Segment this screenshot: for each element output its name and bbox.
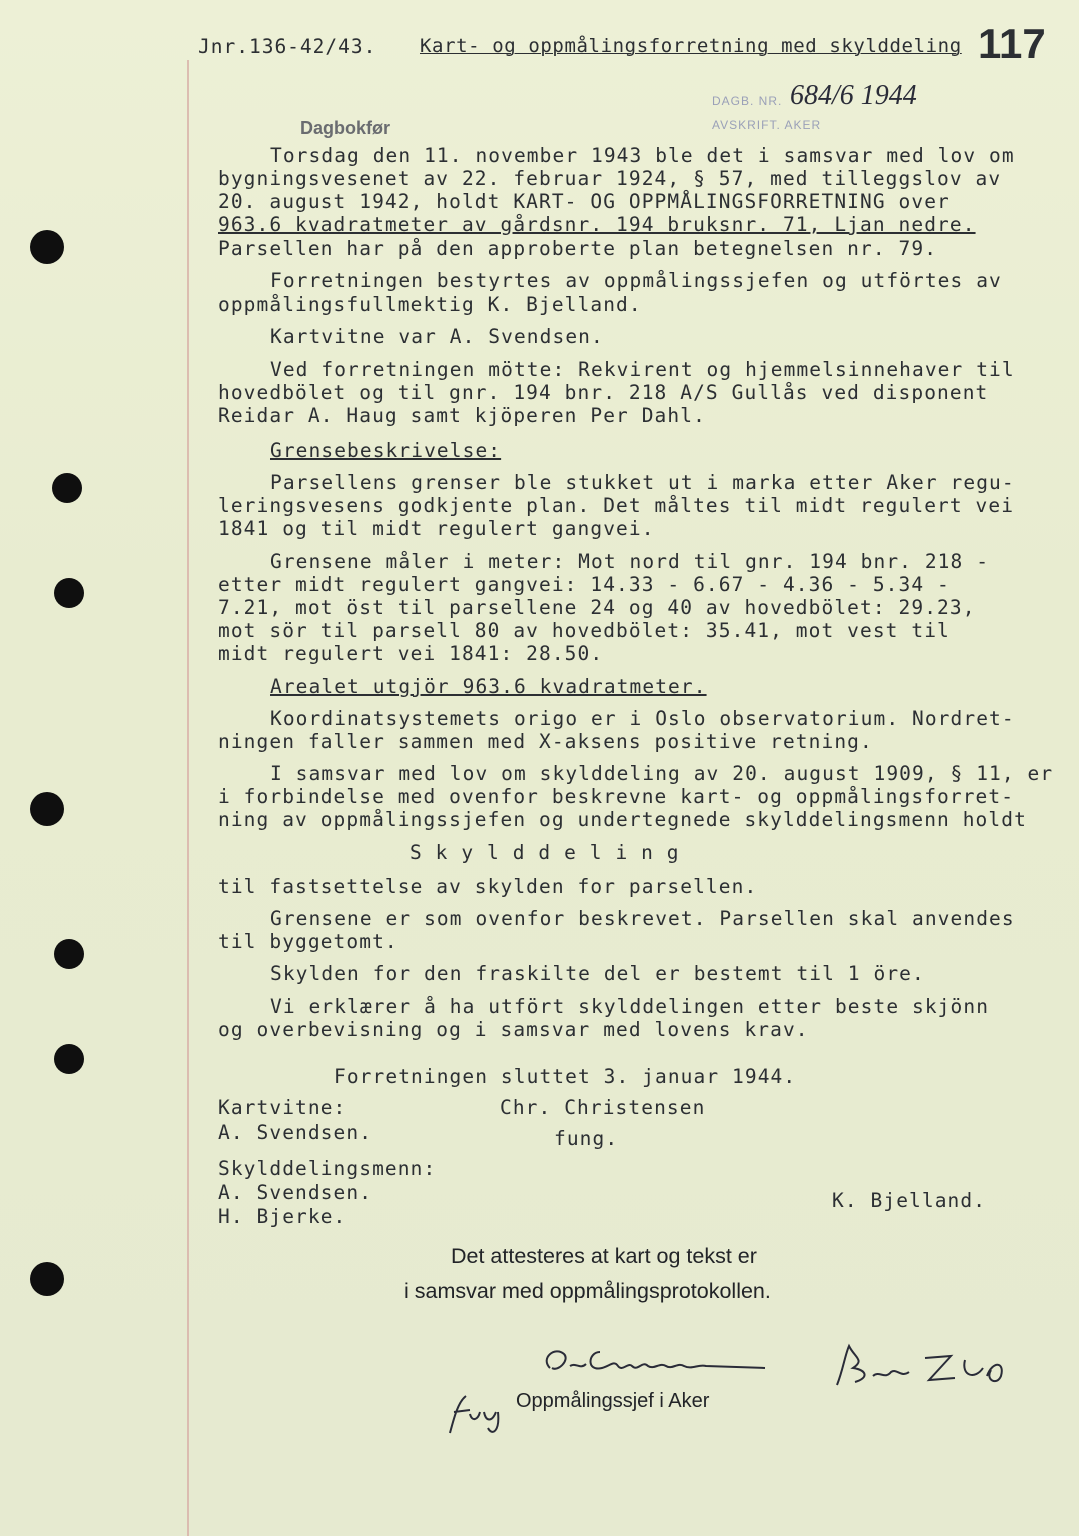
attest-line-1: Det attesteres at kart og tekst er [451, 1244, 757, 1268]
body-line: Reidar A. Haug samt kjöperen Per Dahl. [218, 404, 706, 427]
body-line: bygningsvesenet av 22. februar 1924, § 57, med tilleggslov av [218, 167, 1002, 190]
body-line: Koordinatsystemets origo er i Oslo observatorium. Nordret- [270, 707, 1015, 730]
chief-title: fung. [554, 1127, 619, 1150]
punch-hole [30, 230, 64, 264]
body-line: leringsvesens godkjente plan. Det måltes til midt regulert vei [218, 494, 1015, 517]
body-line: oppmålingsfullmektig K. Bjelland. [218, 293, 642, 316]
avskrift-stamp: AVSKRIFT. AKER [712, 118, 822, 132]
second-signature [825, 1340, 1025, 1395]
body-line: hovedbölet og til gnr. 194 bnr. 218 A/S Gullås ved disponent [218, 381, 989, 404]
body-line: Grensene måler i meter: Mot nord til gnr. 194 bnr. 218 - [270, 550, 990, 573]
body-line: Forretningen sluttet 3. januar 1944. [334, 1065, 797, 1088]
document-title: Kart- og oppmålingsforretning med skylddeling [420, 35, 962, 57]
kartvitne-name: A. Svendsen. [218, 1121, 373, 1144]
body-line: Ved forretningen mötte: Rekvirent og hjemmelsinnehaver til [270, 358, 1015, 381]
dagb-nr-label: DAGB. NR. [712, 94, 783, 108]
body-line: 963.6 kvadratmeter av gårdsnr. 194 bruksnr. 71, Ljan nedre. [218, 213, 976, 236]
body-line: Grensebeskrivelse: [270, 439, 502, 462]
chief-name: Chr. Christensen [500, 1096, 706, 1119]
journal-number: Jnr.136-42/43. [198, 35, 377, 58]
body-line: I samsvar med lov om skylddeling av 20. august 1909, § 11, er [270, 762, 1054, 785]
body-line: Kartvitne var A. Svendsen. [270, 325, 604, 348]
body-line: ning av oppmålingssjefen og undertegnede skylddelingsmenn holdt [218, 808, 1027, 831]
body-line: S k y l d d e l i n g [410, 841, 680, 864]
body-line: Skylden for den fraskilte del er bestemt til 1 öre. [270, 962, 925, 985]
punch-hole [30, 1262, 64, 1296]
punch-hole [54, 939, 84, 969]
dagb-nr-value: 684/6 1944 [790, 80, 917, 111]
kartvitne-label: Kartvitne: [218, 1096, 347, 1119]
body-line: Torsdag den 11. november 1943 ble det i samsvar med lov om [270, 144, 1015, 167]
body-line: 20. august 1942, holdt KART- OG OPPMÅLINGSFORRETNING over [218, 190, 950, 213]
body-line: 1841 og til midt regulert gangvei. [218, 517, 655, 540]
fullmektig-name: K. Bjelland. [832, 1189, 987, 1212]
body-line: Grensene er som ovenfor beskrevet. Parsellen skal anvendes [270, 907, 1015, 930]
attest-line-2: i samsvar med oppmålingsprotokollen. [404, 1279, 771, 1303]
body-line: Arealet utgjör 963.6 kvadratmeter. [270, 675, 707, 698]
margin-line [187, 60, 189, 1536]
chief-signature [530, 1338, 780, 1388]
dagbok-stamp: Dagbokfør [300, 118, 390, 138]
punch-hole [52, 473, 82, 503]
punch-hole [54, 578, 84, 608]
body-line: 7.21, mot öst til parsellene 24 og 40 av hovedbölet: 29.23, [218, 596, 976, 619]
body-line: til fastsettelse av skylden for parsellen. [218, 875, 758, 898]
punch-hole [30, 792, 64, 826]
punch-hole [54, 1044, 84, 1074]
body-line: og overbevisning og i samsvar med lovens krav. [218, 1018, 809, 1041]
skylddelingsmenn-label: Skylddelingsmenn: [218, 1157, 437, 1180]
body-line: til byggetomt. [218, 930, 398, 953]
body-line: midt regulert vei 1841: 28.50. [218, 642, 604, 665]
skylddelingsmann-1: A. Svendsen. [218, 1181, 373, 1204]
body-line: Vi erklærer å ha utfört skylddelingen etter beste skjönn [270, 995, 990, 1018]
body-line: Forretningen bestyrtes av oppmålingssjefen og utförtes av [270, 269, 1002, 292]
skylddelingsmann-2: H. Bjerke. [218, 1205, 347, 1228]
body-line: i forbindelse med ovenfor beskrevne kart- og oppmålingsforret- [218, 785, 1015, 808]
fung-handwriting [440, 1388, 520, 1438]
body-line: Parsellen har på den approberte plan betegnelsen nr. 79. [218, 237, 938, 260]
body-line: ningen faller sammen med X-aksens positive retning. [218, 730, 873, 753]
attest-sign-title: Oppmålingssjef i Aker [516, 1390, 710, 1412]
body-line: etter midt regulert gangvei: 14.33 - 6.67 - 4.36 - 5.34 - [218, 573, 950, 596]
body-line: Parsellens grenser ble stukket ut i marka etter Aker regu- [270, 471, 1015, 494]
page-number: 117 [978, 20, 1046, 67]
body-line: mot sör til parsell 80 av hovedbölet: 35.41, mot vest til [218, 619, 950, 642]
